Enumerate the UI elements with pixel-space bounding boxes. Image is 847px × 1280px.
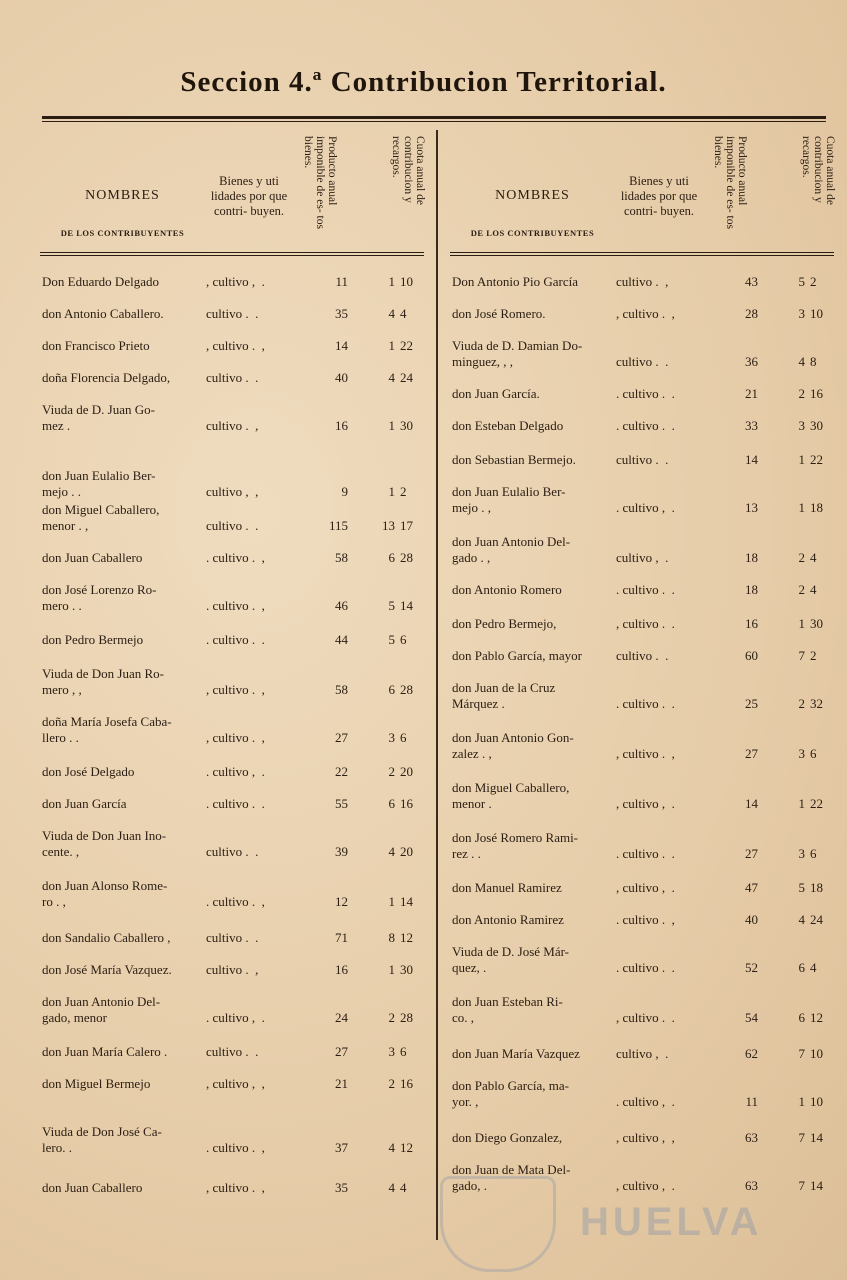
bienes-cell: , cultivo , .: [616, 1178, 675, 1193]
bienes-cell: cultivo . .: [206, 306, 259, 321]
producto-cell: 37: [335, 1140, 348, 1155]
cuota-cell: 1: [388, 274, 395, 289]
producto-cell: 9: [341, 484, 348, 499]
cuota-cell: 24: [810, 912, 823, 927]
cuota-cell: 4: [388, 1180, 395, 1195]
header-bienes: Bienes y uti lidades por que contri- buyen.: [620, 174, 698, 218]
left-table: [40, 130, 424, 1240]
producto-cell: 43: [745, 274, 758, 289]
cuota-cell: 22: [400, 338, 413, 353]
cuota-cell: 17: [400, 518, 413, 533]
cuota-cell: 4: [388, 844, 395, 859]
producto-cell: 33: [745, 418, 758, 433]
producto-cell: 115: [328, 518, 348, 533]
producto-cell: 21: [335, 1076, 348, 1091]
producto-cell: 25: [745, 696, 758, 711]
cuota-cell: 4: [388, 306, 395, 321]
bienes-cell: . cultivo . ,: [206, 894, 265, 909]
producto-cell: 27: [335, 1044, 348, 1059]
cuota-cell: 4: [810, 582, 817, 597]
bienes-cell: , cultivo . ,: [616, 746, 675, 761]
contribuyente-name: don Juan Eulalio Ber- mejo . ,: [452, 484, 566, 515]
bienes-cell: . cultivo , .: [616, 500, 675, 515]
cuota-cell: 30: [810, 616, 823, 631]
header-producto: Producto anual imponible de es- tos bienes.: [712, 136, 748, 229]
contribuyente-name: don Juan María Calero .: [42, 1044, 168, 1059]
cuota-cell: 16: [400, 796, 413, 811]
bienes-cell: cultivo . .: [616, 648, 669, 663]
producto-cell: 18: [745, 582, 758, 597]
producto-cell: 58: [335, 682, 348, 697]
cuota-cell: 6: [798, 1010, 805, 1025]
cuota-cell: 1: [798, 1094, 805, 1109]
contribuyente-name: don Sebastian Bermejo.: [452, 452, 576, 467]
contribuyente-name: don José Romero.: [452, 306, 546, 321]
header-nombres: NOMBRES: [85, 188, 160, 203]
cuota-cell: 5: [798, 274, 805, 289]
bienes-cell: cultivo . .: [206, 844, 259, 859]
cuota-cell: 6: [388, 796, 395, 811]
cuota-cell: 7: [798, 1130, 805, 1145]
cuota-cell: 7: [798, 648, 805, 663]
cuota-cell: 28: [400, 1010, 413, 1025]
producto-cell: 28: [745, 306, 758, 321]
producto-cell: 40: [335, 370, 348, 385]
bienes-cell: . cultivo . .: [616, 696, 675, 711]
bienes-cell: . cultivo . ,: [206, 550, 265, 565]
bienes-cell: cultivo . .: [206, 518, 259, 533]
contribuyente-name: don Juan Caballero: [42, 550, 143, 565]
bienes-cell: , cultivo . ,: [616, 306, 675, 321]
cuota-cell: 3: [798, 418, 805, 433]
cuota-cell: 4: [810, 550, 817, 565]
cuota-cell: 14: [810, 1130, 823, 1145]
contribuyente-name: don Pedro Bermejo,: [452, 616, 557, 631]
cuota-cell: 28: [400, 550, 413, 565]
bienes-cell: , cultivo . .: [616, 1010, 675, 1025]
bienes-cell: cultivo , .: [616, 1046, 669, 1061]
contribuyente-name: don Juan García: [42, 796, 127, 811]
producto-cell: 44: [335, 632, 348, 647]
cuota-cell: 5: [388, 598, 395, 613]
contribuyente-name: don Diego Gonzalez,: [452, 1130, 563, 1145]
header-cuota: Cuota anual de contribucion y recargos.: [800, 136, 836, 205]
table-header: [450, 130, 834, 250]
cuota-cell: 4: [400, 306, 407, 321]
bienes-cell: , cultivo . ,: [206, 1180, 265, 1195]
cuota-cell: 4: [388, 1140, 395, 1155]
producto-cell: 35: [335, 1180, 348, 1195]
contribuyente-name: Don Antonio Pio García: [452, 274, 579, 289]
bienes-cell: . cultivo . .: [616, 386, 675, 401]
producto-cell: 36: [745, 354, 758, 369]
cuota-cell: 2: [810, 648, 817, 663]
cuota-cell: 3: [798, 746, 805, 761]
header-rule: [450, 252, 834, 253]
bienes-cell: cultivo . .: [616, 452, 669, 467]
cuota-cell: 18: [810, 500, 823, 515]
cuota-cell: 2: [810, 274, 817, 289]
cuota-cell: 20: [400, 844, 413, 859]
cuota-cell: 2: [388, 764, 395, 779]
producto-cell: 24: [335, 1010, 348, 1025]
header-rule: [40, 252, 424, 253]
contribuyente-name: don José María Vazquez.: [42, 962, 172, 977]
bienes-cell: . cultivo . ,: [206, 598, 265, 613]
cuota-cell: 12: [810, 1010, 823, 1025]
cuota-cell: 3: [388, 730, 395, 745]
cuota-cell: 24: [400, 370, 413, 385]
producto-cell: 18: [745, 550, 758, 565]
producto-cell: 14: [335, 338, 348, 353]
cuota-cell: 14: [810, 1178, 823, 1193]
cuota-cell: 4: [798, 354, 805, 369]
title-rule-thin: [42, 121, 826, 122]
header-rule: [40, 255, 424, 256]
contribuyente-name: don Juan María Vazquez: [452, 1046, 580, 1061]
producto-cell: 46: [335, 598, 348, 613]
cuota-cell: 8: [810, 354, 817, 369]
contribuyente-name: don Juan Eulalio Ber- mejo . .: [42, 468, 156, 499]
contribuyente-name: don Antonio Ramirez: [452, 912, 564, 927]
contribuyente-name: don Juan Alonso Rome- ro . ,: [42, 878, 168, 909]
contribuyente-name: don Manuel Ramirez: [452, 880, 562, 895]
contribuyente-name: don Sandalio Caballero ,: [42, 930, 171, 945]
cuota-cell: 2: [798, 696, 805, 711]
producto-cell: 71: [335, 930, 348, 945]
producto-cell: 13: [745, 500, 758, 515]
producto-cell: 16: [745, 616, 758, 631]
title-rule: [42, 116, 826, 119]
producto-cell: 63: [745, 1130, 758, 1145]
cuota-cell: 2: [798, 550, 805, 565]
bienes-cell: . cultivo . ,: [206, 1140, 265, 1155]
bienes-cell: , cultivo . .: [616, 616, 675, 631]
bienes-cell: cultivo , ,: [206, 484, 259, 499]
producto-cell: 14: [745, 796, 758, 811]
contribuyente-name: don Esteban Delgado: [452, 418, 564, 433]
contribuyente-name: don Juan Caballero: [42, 1180, 143, 1195]
cuota-cell: 2: [400, 484, 407, 499]
cuota-cell: 32: [810, 696, 823, 711]
bienes-cell: , cultivo . ,: [206, 682, 265, 697]
cuota-cell: 6: [798, 960, 805, 975]
cuota-cell: 5: [798, 880, 805, 895]
cuota-cell: 1: [798, 452, 805, 467]
contribuyente-name: Viuda de D. Damian Do- minguez, , ,: [452, 338, 583, 369]
bienes-cell: cultivo , .: [616, 550, 669, 565]
cuota-cell: 13: [382, 518, 395, 533]
producto-cell: 52: [745, 960, 758, 975]
bienes-cell: . cultivo . .: [206, 632, 265, 647]
header-bienes: Bienes y uti lidades por que contri- buyen.: [210, 174, 288, 218]
contribuyente-name: doña Florencia Delgado,: [42, 370, 171, 385]
cuota-cell: 14: [400, 598, 413, 613]
cuota-cell: 5: [388, 632, 395, 647]
contribuyente-name: don Antonio Caballero.: [42, 306, 164, 321]
producto-cell: 16: [335, 962, 348, 977]
producto-cell: 40: [745, 912, 758, 927]
bienes-cell: , cultivo , .: [616, 880, 675, 895]
cuota-cell: 30: [400, 962, 413, 977]
header-rule: [450, 255, 834, 256]
contribuyente-name: don José Romero Rami- rez . .: [452, 830, 579, 861]
bienes-cell: cultivo . .: [206, 370, 259, 385]
bienes-cell: . cultivo . .: [616, 960, 675, 975]
contribuyente-name: don Miguel Caballero, menor . ,: [42, 502, 160, 533]
cuota-cell: 3: [388, 1044, 395, 1059]
producto-cell: 14: [745, 452, 758, 467]
bienes-cell: , cultivo . ,: [206, 338, 265, 353]
cuota-cell: 2: [388, 1010, 395, 1025]
header-nombres: NOMBRES: [495, 188, 570, 203]
contribuyente-name: don Juan Esteban Ri- co. ,: [452, 994, 563, 1025]
cuota-cell: 4: [388, 370, 395, 385]
producto-cell: 58: [335, 550, 348, 565]
cuota-cell: 6: [388, 682, 395, 697]
cuota-cell: 16: [400, 1076, 413, 1091]
bienes-cell: . cultivo . .: [206, 796, 265, 811]
contribuyente-name: don Pablo García, mayor: [452, 648, 582, 663]
producto-cell: 63: [745, 1178, 758, 1193]
cuota-cell: 18: [810, 880, 823, 895]
contribuyente-name: don Miguel Caballero, menor .: [452, 780, 570, 811]
producto-cell: 39: [335, 844, 348, 859]
bienes-cell: cultivo . .: [206, 930, 259, 945]
contribuyente-name: Viuda de D. Juan Go- mez .: [42, 402, 155, 433]
cuota-cell: 6: [388, 550, 395, 565]
contribuyente-name: don Francisco Prieto: [42, 338, 150, 353]
bienes-cell: . cultivo , .: [616, 1094, 675, 1109]
bienes-cell: , cultivo , .: [616, 796, 675, 811]
contribuyente-name: don Juan de Mata Del- gado, .: [452, 1162, 571, 1193]
watermark: HUELVA: [580, 1200, 763, 1244]
cuota-cell: 1: [798, 616, 805, 631]
cuota-cell: 14: [400, 894, 413, 909]
producto-cell: 27: [335, 730, 348, 745]
producto-cell: 27: [745, 846, 758, 861]
cuota-cell: 3: [798, 306, 805, 321]
bienes-cell: . cultivo , .: [206, 1010, 265, 1025]
contribuyente-name: don José Delgado: [42, 764, 135, 779]
contribuyente-name: don Juan de la Cruz Márquez .: [452, 680, 556, 711]
bienes-cell: , cultivo . ,: [206, 730, 265, 745]
cuota-cell: 10: [400, 274, 413, 289]
producto-cell: 16: [335, 418, 348, 433]
contribuyente-name: don Juan García.: [452, 386, 540, 401]
cuota-cell: 10: [810, 1046, 823, 1061]
bienes-cell: . cultivo . .: [616, 418, 675, 433]
cuota-cell: 8: [388, 930, 395, 945]
contribuyente-name: Viuda de Don Juan Ro- mero , ,: [42, 666, 164, 697]
cuota-cell: 30: [810, 418, 823, 433]
bienes-cell: cultivo . .: [206, 1044, 259, 1059]
cuota-cell: 3: [798, 846, 805, 861]
watermark-shield-icon: [440, 1176, 556, 1272]
cuota-cell: 16: [810, 386, 823, 401]
contribuyente-name: Viuda de Don Juan Ino- cente. ,: [42, 828, 167, 859]
header-contribuyentes: DE LOS CONTRIBUYENTES: [470, 228, 595, 238]
cuota-cell: 10: [810, 306, 823, 321]
cuota-cell: 7: [798, 1046, 805, 1061]
cuota-cell: 2: [798, 582, 805, 597]
cuota-cell: 6: [400, 730, 407, 745]
cuota-cell: 1: [388, 338, 395, 353]
cuota-cell: 12: [400, 1140, 413, 1155]
producto-cell: 35: [335, 306, 348, 321]
cuota-cell: 28: [400, 682, 413, 697]
cuota-cell: 1: [388, 894, 395, 909]
bienes-cell: cultivo . ,: [206, 962, 259, 977]
cuota-cell: 6: [810, 746, 817, 761]
producto-cell: 11: [745, 1094, 758, 1109]
contribuyente-name: don Juan Antonio Del- gado, menor: [42, 994, 161, 1025]
cuota-cell: 10: [810, 1094, 823, 1109]
cuota-cell: 22: [810, 452, 823, 467]
header-contribuyentes: DE LOS CONTRIBUYENTES: [60, 228, 185, 238]
producto-cell: 62: [745, 1046, 758, 1061]
producto-cell: 54: [745, 1010, 758, 1025]
bienes-cell: , cultivo , ,: [206, 1076, 265, 1091]
page-title: Seccion 4.ª Contribucion Territorial.: [180, 66, 667, 98]
cuota-cell: 30: [400, 418, 413, 433]
contribuyente-name: Viuda de D. José Már- quez, .: [452, 944, 570, 975]
cuota-cell: 20: [400, 764, 413, 779]
contribuyente-name: don Pedro Bermejo: [42, 632, 144, 647]
producto-cell: 11: [335, 274, 348, 289]
contribuyente-name: don Juan Antonio Del- gado . ,: [452, 534, 571, 565]
cuota-cell: 1: [798, 500, 805, 515]
cuota-cell: 6: [400, 1044, 407, 1059]
right-table: [450, 130, 834, 1240]
producto-cell: 47: [745, 880, 758, 895]
bienes-cell: , cultivo , ,: [616, 1130, 675, 1145]
producto-cell: 12: [335, 894, 348, 909]
bienes-cell: . cultivo , .: [206, 764, 265, 779]
contribuyente-name: don Antonio Romero: [452, 582, 562, 597]
bienes-cell: cultivo . .: [616, 354, 669, 369]
cuota-cell: 1: [388, 962, 395, 977]
bienes-cell: cultivo . ,: [616, 274, 669, 289]
cuota-cell: 12: [400, 930, 413, 945]
bienes-cell: . cultivo . ,: [616, 912, 675, 927]
bienes-cell: cultivo . ,: [206, 418, 259, 433]
cuota-cell: 7: [798, 1178, 805, 1193]
contribuyente-name: don Juan Antonio Gon- zalez . ,: [452, 730, 574, 761]
bienes-cell: . cultivo . .: [616, 582, 675, 597]
cuota-cell: 1: [798, 796, 805, 811]
contribuyente-name: don Pablo García, ma- yor. ,: [452, 1078, 569, 1109]
cuota-cell: 4: [810, 960, 817, 975]
producto-cell: 22: [335, 764, 348, 779]
contribuyente-name: don Miguel Bermejo: [42, 1076, 151, 1091]
producto-cell: 27: [745, 746, 758, 761]
cuota-cell: 6: [810, 846, 817, 861]
header-producto: Producto anual imponible de es- tos bienes.: [302, 136, 338, 229]
cuota-cell: 4: [798, 912, 805, 927]
table-header: [40, 130, 424, 250]
contribuyente-name: doña María Josefa Caba- llero . .: [42, 714, 172, 745]
producto-cell: 60: [745, 648, 758, 663]
bienes-cell: . cultivo . .: [616, 846, 675, 861]
producto-cell: 55: [335, 796, 348, 811]
cuota-cell: 2: [388, 1076, 395, 1091]
contribuyente-name: Don Eduardo Delgado: [42, 274, 159, 289]
cuota-cell: 2: [798, 386, 805, 401]
column-divider: [436, 130, 438, 1240]
header-cuota: Cuota anual de contribucion y recargos.: [390, 136, 426, 205]
producto-cell: 21: [745, 386, 758, 401]
contribuyente-name: Viuda de Don José Ca- lero. .: [42, 1124, 162, 1155]
cuota-cell: 1: [388, 484, 395, 499]
cuota-cell: 1: [388, 418, 395, 433]
cuota-cell: 22: [810, 796, 823, 811]
cuota-cell: 4: [400, 1180, 407, 1195]
contribuyente-name: don José Lorenzo Ro- mero . .: [42, 582, 157, 613]
cuota-cell: 6: [400, 632, 407, 647]
bienes-cell: , cultivo , .: [206, 274, 265, 289]
